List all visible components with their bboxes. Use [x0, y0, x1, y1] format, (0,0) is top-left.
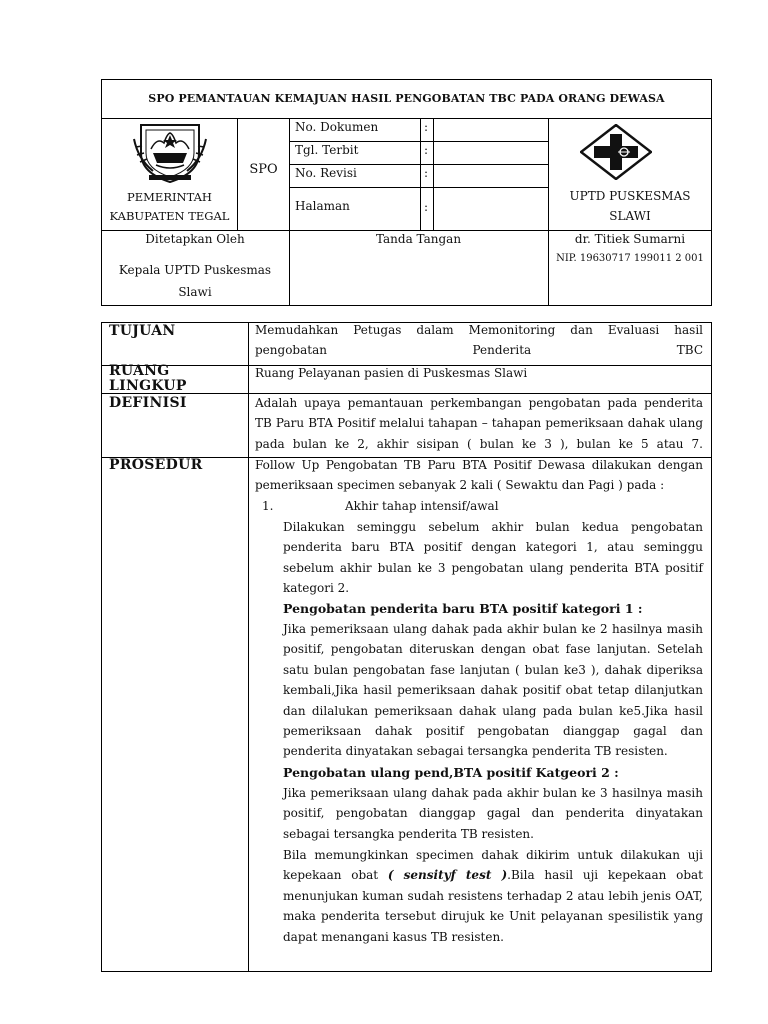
- kategori1-heading: Pengobatan penderita baru BTA positif kategori 1 :: [283, 601, 643, 616]
- list-item-title: Akhir tahap intensif/awal: [345, 499, 499, 513]
- definisi-text: Adalah upaya pemantauan perkembangan pengobatan pada penderita TB Paru BTA Positif melalui tahapan – tahapan pemeriksaan dahak ulang pada bulan ke 2, akhir sisipan ( bulan ke 3 ), bulan ke 5 atau 7.: [255, 396, 703, 451]
- section-label-definisi: DEFINISI: [109, 395, 187, 411]
- doc-field-sep: :: [424, 120, 429, 134]
- doc-field-label: No. Revisi: [295, 166, 357, 180]
- header-col-divider: [433, 118, 434, 230]
- kategori1-text: Jika pemeriksaan ulang dahak pada akhir bulan ke 2 hasilnya masih positif, pengobatan diteruskan dengan obat fase lanjutan. Setelah satu bulan pengobatan fase lanjutan ( bulan ke3 ), dahak diperiksa kembali,Jika hasil pemeriksaan dahak positif obat tetap dilanjutkan dan dilalukan pemeriksaan dahak ulang pada bulan ke5.Jika hasil pemeriksaan dahak positif pengobatan dianggap gagal dan penderita dinyatakan sebagai tersangka penderita TB resisten.: [283, 622, 703, 759]
- left-org-name: KABUPATEN TEGAL: [109, 209, 230, 223]
- sensitivity-test-term: ( sensityf test ): [387, 868, 508, 883]
- list-item-number: 1.: [262, 499, 274, 513]
- kategori2-heading: Pengobatan ulang pend,BTA positif Katgeori 2 :: [283, 765, 619, 780]
- document-title: SPO PEMANTAUAN KEMAJUAN HASIL PENGOBATAN TBC PADA ORANG DEWASA: [148, 92, 665, 105]
- header-col-divider: [289, 118, 290, 306]
- signature-label: Tanda Tangan: [375, 232, 462, 246]
- sensitivity-test-text: [283, 845, 703, 947]
- prosedur-intro: Follow Up Pengobatan TB Paru BTA Positif Dewasa dilakukan dengan pemeriksaan specimen sebanyak 2 kali ( Sewaktu dan Pagi ) pada :: [255, 458, 703, 493]
- sensitivity-text-end: .Bila hasil uji kepekaan obat menunjukan kuman sudah resistens terhadap 2 atau lebih jenis OAT, maka penderita tersebut dirujuk ke Unit pelayanan spesilistik yang dapat menangani kasus TB resisten.: [283, 868, 703, 944]
- spo-label: SPO: [249, 162, 278, 177]
- doc-field-divider: [289, 187, 548, 188]
- doc-field-label: Halaman: [295, 199, 350, 213]
- kategori2-text: Jika pemeriksaan ulang dahak pada akhir bulan ke 3 hasilnya masih positif, pengobatan dianggap gagal dan penderita dinyatakan sebagai tersangka penderita TB resisten.: [283, 786, 703, 841]
- item1-text: Dilakukan seminggu sebelum akhir bulan kedua pengobatan penderita baru BTA positif dengan kategori 1, atau seminggu sebelum akhir bulan ke 3 pengobatan ulang penderita BTA positif kategori 2.: [283, 520, 703, 596]
- right-org-name: UPTD PUSKESMAS: [569, 189, 691, 203]
- head-title: Slawi: [178, 285, 212, 299]
- left-org-name: PEMERINTAH: [127, 190, 212, 204]
- right-org-name: SLAWI: [609, 209, 651, 223]
- tujuan-text: Memudahkan Petugas dalam Memonitoring dan Evaluasi hasil pengobatan Penderita TBC: [255, 323, 703, 358]
- section-label-ruang-lingkup: LINGKUP: [109, 378, 187, 394]
- doc-field-sep: :: [424, 143, 429, 157]
- signer-nip: NIP. 19630717 199011 2 001: [556, 253, 704, 264]
- kabupaten-tegal-emblem: [131, 119, 209, 185]
- section-label-ruang-lingkup: RUANG: [109, 363, 170, 379]
- puskesmas-logo: [580, 124, 652, 180]
- established-by: Ditetapkan Oleh: [145, 232, 245, 246]
- doc-field-sep: :: [424, 200, 429, 214]
- section-label-tujuan: TUJUAN: [109, 323, 176, 339]
- doc-field-label: Tgl. Terbit: [295, 143, 359, 157]
- signer-name: dr. Titiek Sumarni: [574, 232, 686, 246]
- header-col-divider: [420, 118, 421, 230]
- ruang-lingkup-text: Ruang Pelayanan pasien di Puskesmas Slawi: [255, 366, 528, 380]
- doc-field-sep: :: [424, 166, 429, 180]
- section-label-prosedur: PROSEDUR: [109, 457, 203, 473]
- sensitivity-text-start: Bila memungkinkan specimen dahak dikirim untuk dilakukan uji kepekaan obat: [283, 848, 703, 883]
- label-column-divider: [248, 322, 249, 972]
- doc-field-label: No. Dokumen: [295, 120, 379, 134]
- head-title: Kepala UPTD Puskesmas: [118, 263, 272, 277]
